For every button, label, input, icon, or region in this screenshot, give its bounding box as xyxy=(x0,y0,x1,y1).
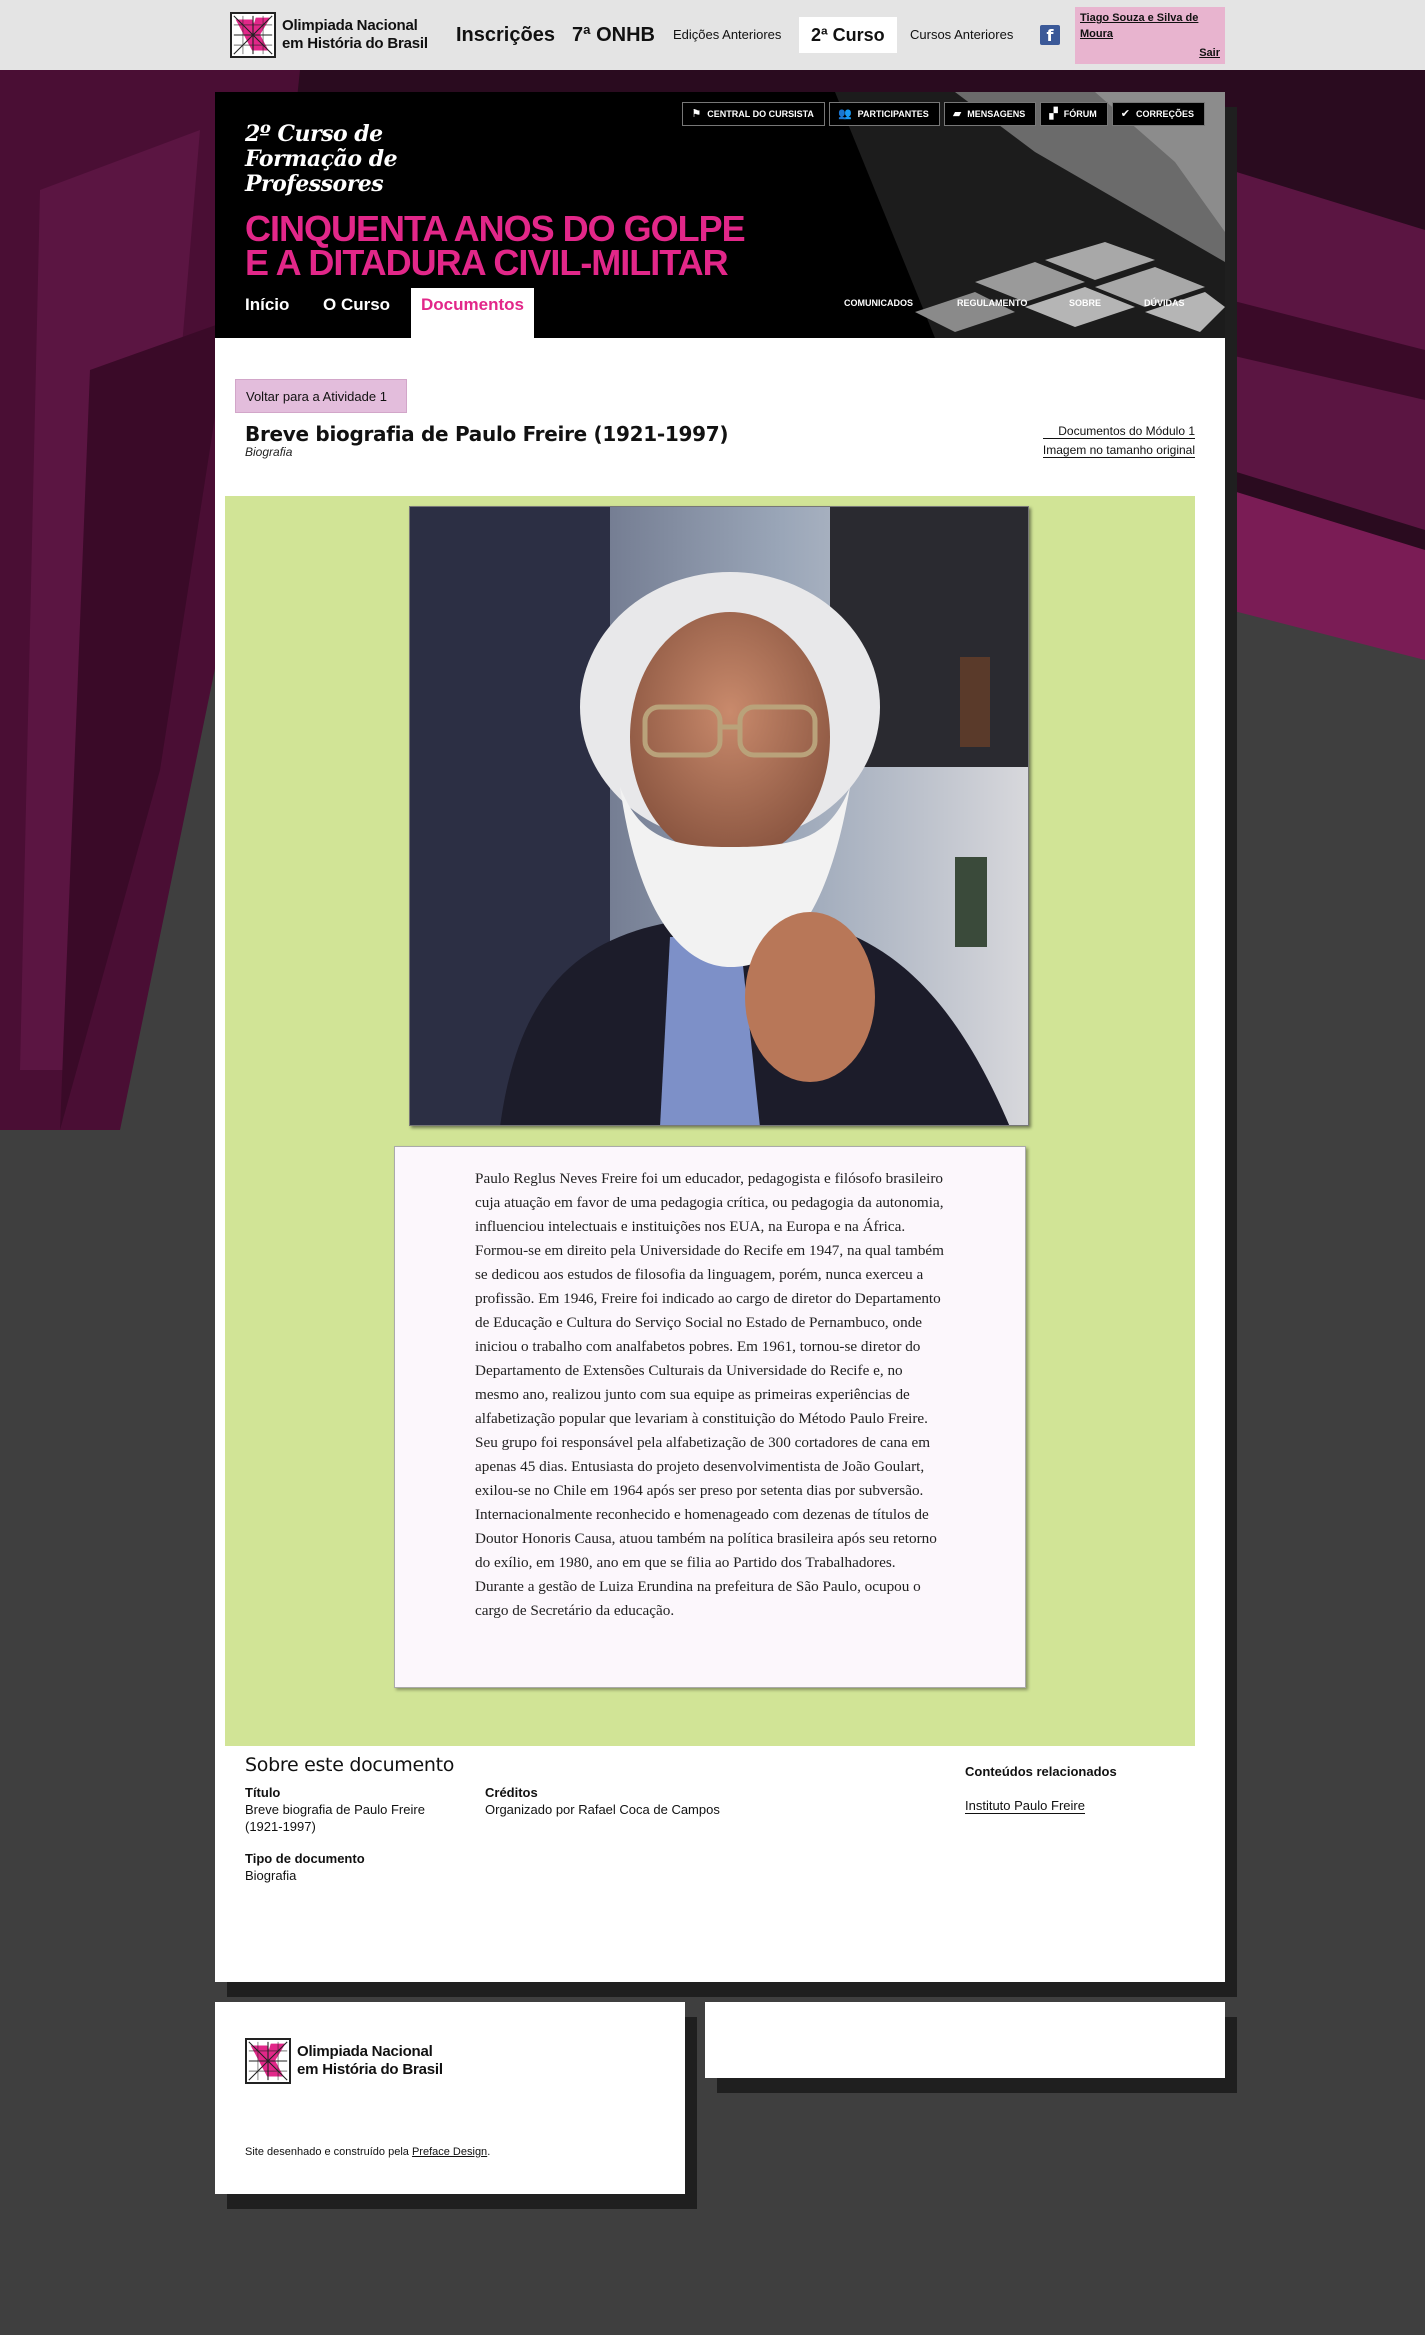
about-title-value: Breve biografia de Paulo Freire (1921-1997) xyxy=(245,1802,425,1834)
central-cursista-label: CENTRAL DO CURSISTA xyxy=(707,109,814,119)
back-to-activity-button[interactable]: Voltar para a Atividade 1 xyxy=(235,379,407,413)
about-title-label: Título xyxy=(245,1785,281,1800)
top-bar xyxy=(0,0,1425,70)
instituto-paulo-freire-link[interactable]: Instituto Paulo Freire xyxy=(965,1798,1085,1813)
people-icon: 👥 xyxy=(837,107,852,120)
document-subtitle: Biografia xyxy=(245,445,293,459)
header-toolbar xyxy=(682,102,1205,126)
subnav-regulamento[interactable]: REGULAMENTO xyxy=(957,298,1028,308)
onhb-logo[interactable] xyxy=(230,12,428,58)
footer-logo[interactable] xyxy=(245,2038,443,2084)
forum-button[interactable] xyxy=(1040,102,1107,126)
footer-logo-line-2: em História do Brasil xyxy=(297,2061,443,2078)
user-box xyxy=(1075,7,1225,64)
about-type-label: Tipo de documento xyxy=(245,1851,365,1866)
course-title-line-3: Professores xyxy=(245,171,384,197)
topnav-7-onhb[interactable]: 7ª ONHB xyxy=(572,24,655,46)
module-documents-link[interactable]: Documentos do Módulo 1 xyxy=(1043,424,1195,439)
related-label: Conteúdos relacionados xyxy=(965,1764,1117,1779)
course-header xyxy=(215,92,1225,338)
correcoes-button[interactable] xyxy=(1112,102,1205,126)
footer-right xyxy=(705,2002,1225,2078)
correcoes-label: CORREÇÕES xyxy=(1135,109,1194,119)
about-title-field xyxy=(245,1784,465,1835)
main-card xyxy=(215,92,1225,1982)
footer-logo-icon xyxy=(245,2038,291,2084)
footer-left xyxy=(215,2002,685,2194)
subnav-sobre[interactable]: SOBRE xyxy=(1069,298,1102,308)
biography-text-card xyxy=(394,1146,1026,1688)
nav-inicio[interactable]: Início xyxy=(245,295,290,314)
document-panel xyxy=(225,496,1195,1746)
headline-line-1: CINQUENTA ANOS DO GOLPE xyxy=(245,208,745,249)
nav-documentos[interactable]: Documentos xyxy=(411,288,534,338)
user-name-link[interactable]: Tiago Souza e Silva de Moura xyxy=(1080,12,1199,40)
course-title-line-1: 2º Curso de xyxy=(245,121,383,147)
topnav-edicoes-anteriores[interactable]: Edições Anteriores xyxy=(673,27,782,42)
document-title: Breve biografia de Paulo Freire (1921-1997) xyxy=(245,422,729,446)
original-image-link[interactable]: Imagem no tamanho original xyxy=(1042,443,1195,457)
mensagens-button[interactable] xyxy=(944,102,1036,126)
about-type-field xyxy=(245,1850,465,1884)
message-icon: ▰ xyxy=(952,107,962,120)
central-cursista-button[interactable] xyxy=(682,102,825,126)
facebook-icon[interactable]: f xyxy=(1040,25,1060,45)
about-credits-label: Créditos xyxy=(485,1785,538,1800)
mensagens-label: MENSAGENS xyxy=(967,109,1026,119)
footer-credit xyxy=(245,2146,490,2158)
subnav-comunicados[interactable]: COMUNICADOS xyxy=(844,298,913,308)
biography-text: Paulo Reglus Neves Freire foi um educador, pedagogista e filósofo brasileiro cuja atuação em favor de uma pedagogia crítica, ou pedagogia da autonomia, influenciou intelectuais e instituições nos EUA, na Europa e na África. Formou-se em direito pela Universidade do Recife em 1947, na qual também se dedicou aos estudos de filosofia da linguagem, porém, nunca exerceu a profissão. Em 1946, Freire foi indicado ao cargo de diretor do Departamento de Educação e Cultura do Serviço Social no Estado de Pernambuco, onde iniciou o trabalho com analfabetos pobres. Em 1961, tornou-se diretor do Departamento de Extensões Culturais da Universidade do Recife e, no mesmo ano, realizou junto com sua equipe as primeiras experiências de alfabetização popular que levariam à constituição do Método Paulo Freire. Seu grupo foi responsável pela alfabetização de 300 cortadores de cana em apenas 45 dias. Entusiasta do projeto desenvolvimentista de João Goulart, exilou-se no Chile em 1964 após ser preso por setenta dias por subversão. Internacionalmente reconhecido e homenageado com dezenas de títulos de Doutor Honoris Causa, atuou também na política brasileira após seu retorno do exílio, em 1980, ano em que se filia ao Partido dos Trabalhadores. Durante a gestão de Luiza Erundina na prefeitura de São Paulo, ocupou o cargo de Secretário da educação. xyxy=(475,1170,944,1619)
course-title xyxy=(245,122,397,197)
footer-logo-line-1: Olimpiada Nacional xyxy=(297,2043,433,2060)
footer-credit-prefix: Site desenhado e construído pela xyxy=(245,2146,409,2158)
nav-o-curso[interactable]: O Curso xyxy=(323,295,391,314)
forum-icon: ▞ xyxy=(1049,107,1058,120)
course-title-line-2: Formação de xyxy=(245,146,398,172)
check-icon: ✔ xyxy=(1120,107,1130,120)
paulo-freire-photo[interactable] xyxy=(409,506,1029,1126)
about-heading: Sobre este documento xyxy=(245,1754,455,1776)
logo-line-2: em História do Brasil xyxy=(282,35,428,52)
participantes-label: PARTICIPANTES xyxy=(857,109,929,119)
footer-credit-suffix: . xyxy=(487,2146,491,2158)
preface-design-link[interactable]: Preface Design xyxy=(411,2146,488,2158)
about-credits-value: Organizado por Rafael Coca de Campos xyxy=(485,1802,720,1817)
subnav-duvidas[interactable]: DÚVIDAS xyxy=(1144,298,1185,308)
about-type-value: Biografia xyxy=(245,1868,297,1883)
related-content xyxy=(965,1764,1117,1815)
forum-label: FÓRUM xyxy=(1063,109,1097,119)
onhb-logo-icon xyxy=(230,12,276,58)
course-headline xyxy=(245,208,745,283)
logout-link[interactable]: Sair xyxy=(1199,47,1220,59)
topnav-2-curso[interactable]: 2ª Curso xyxy=(799,17,897,53)
logo-line-1: Olimpiada Nacional xyxy=(282,17,418,34)
about-credits-field xyxy=(485,1784,785,1818)
headline-line-2: E A DITADURA CIVIL-MILITAR xyxy=(245,242,728,283)
participantes-button[interactable] xyxy=(829,102,940,126)
topnav-cursos-anteriores[interactable]: Cursos Anteriores xyxy=(910,27,1014,42)
document-links xyxy=(1043,424,1195,462)
topnav-inscricoes[interactable]: Inscrições xyxy=(456,24,555,46)
signpost-icon: ⚑ xyxy=(691,107,702,120)
